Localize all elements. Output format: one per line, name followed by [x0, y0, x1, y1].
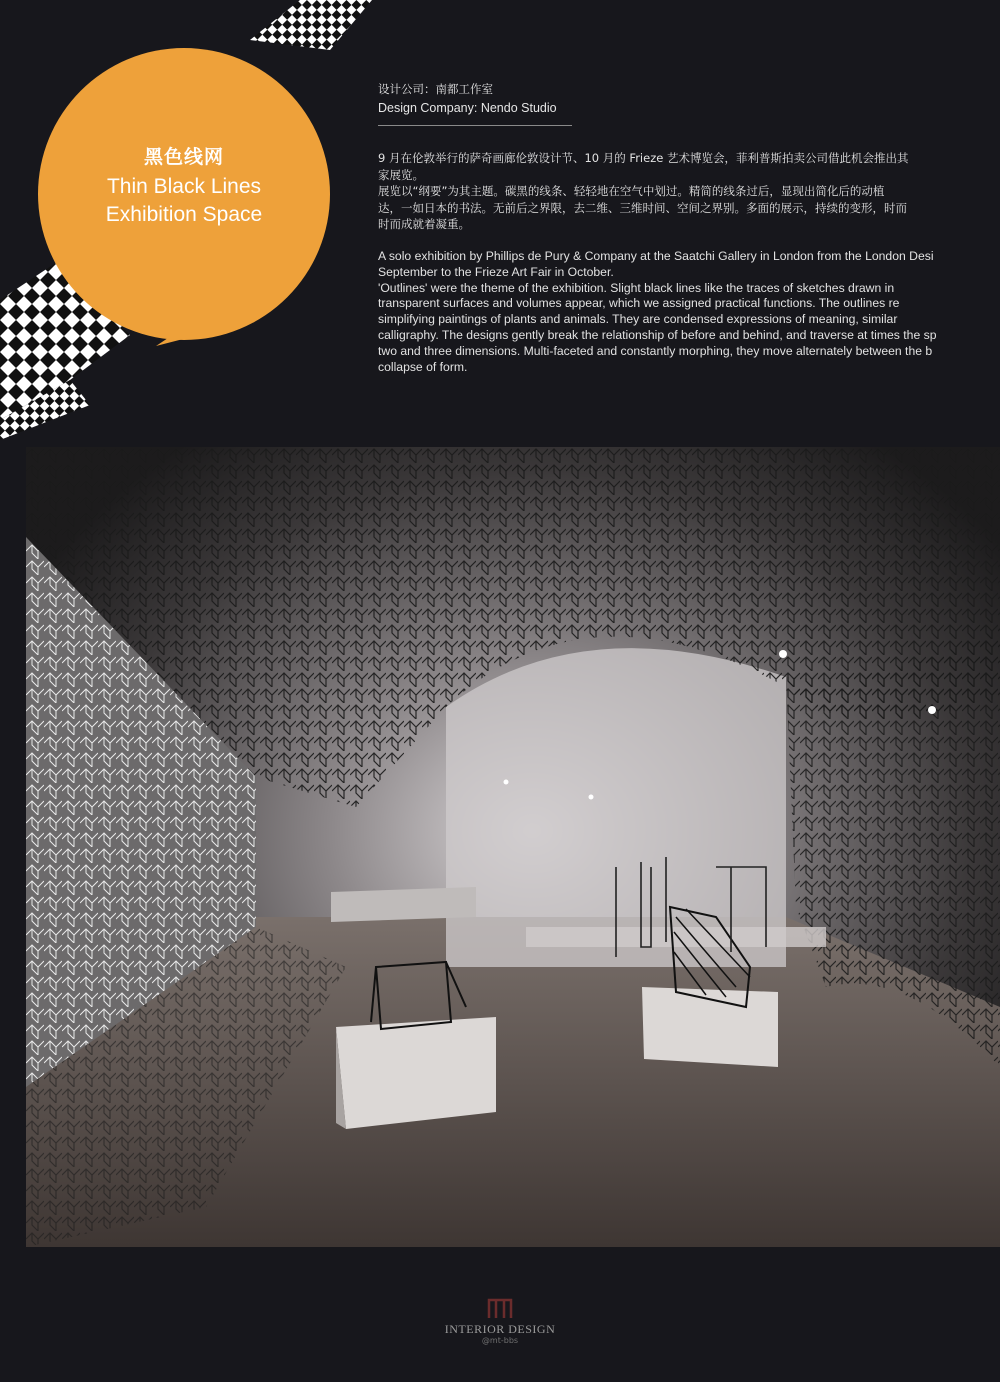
article-title [40, 142, 328, 229]
paragraph-line: September to the Frieze Art Fair in October. [378, 264, 614, 279]
credits-divider [378, 125, 572, 126]
footer-logo [420, 1298, 580, 1345]
paragraph-line: 达，一如日本的书法。无前后之界限，去二维、三维时间、空间之界别。多面的展示，持续的变形，时而 [378, 200, 907, 215]
watermark-text: @mt-bbs [481, 1336, 519, 1345]
paragraph-line: calligraphy. The designs gently break the relationship of before and behind, and traverse at times the sp [378, 327, 937, 342]
paragraph-line: transparent surfaces and volumes appear, which we assigned practical functions. The outlines re [378, 296, 900, 311]
title-english-line-1: Thin Black Lines [106, 175, 262, 198]
logo-text: INTERIOR DESIGN [444, 1322, 556, 1336]
paragraph-line: A solo exhibition by Phillips de Pury & Company at the Saatchi Gallery in London from the London Desi [378, 249, 934, 263]
paragraph-line: simplifying paintings of plants and animals. They are condensed expressions of meaning, similar [378, 312, 898, 327]
body-text-chinese [378, 150, 1000, 233]
paragraph-line: 家展览。 [378, 167, 424, 182]
paragraph-line: 展览以“纲要”为其主题。碳黑的线条、轻轻地在空气中划过。精简的线条过后，显现出简化后的动植 [378, 184, 885, 198]
title-chinese: 黑色线网 [143, 146, 224, 168]
title-english-line-2: Exhibition Space [105, 203, 263, 226]
paragraph-line: 'Outlines' were the theme of the exhibition. Slight black lines like the traces of sketches drawn in [378, 280, 895, 295]
paragraph-line: 9 月在伦敦举行的萨奇画廊伦敦设计节、10 月的 Frieze 艺术博览会，菲利普斯拍卖公司借此机会推出其 [378, 151, 909, 165]
body-text-english [378, 249, 1000, 375]
paragraph-line: collapse of form. [378, 359, 468, 374]
company-chinese: 设计公司：南都工作室 [378, 82, 493, 96]
paragraph-line: 时而成就着凝重。 [378, 217, 470, 231]
exhibition-photo [26, 447, 1000, 1247]
design-credits [378, 80, 1000, 126]
paragraph-line: two and three dimensions. Multi-faceted and constantly morphing, they move alternately between the b [378, 343, 933, 358]
company-english: Design Company: Nendo Studio [378, 101, 557, 115]
magazine-logo-icon [487, 1298, 513, 1320]
